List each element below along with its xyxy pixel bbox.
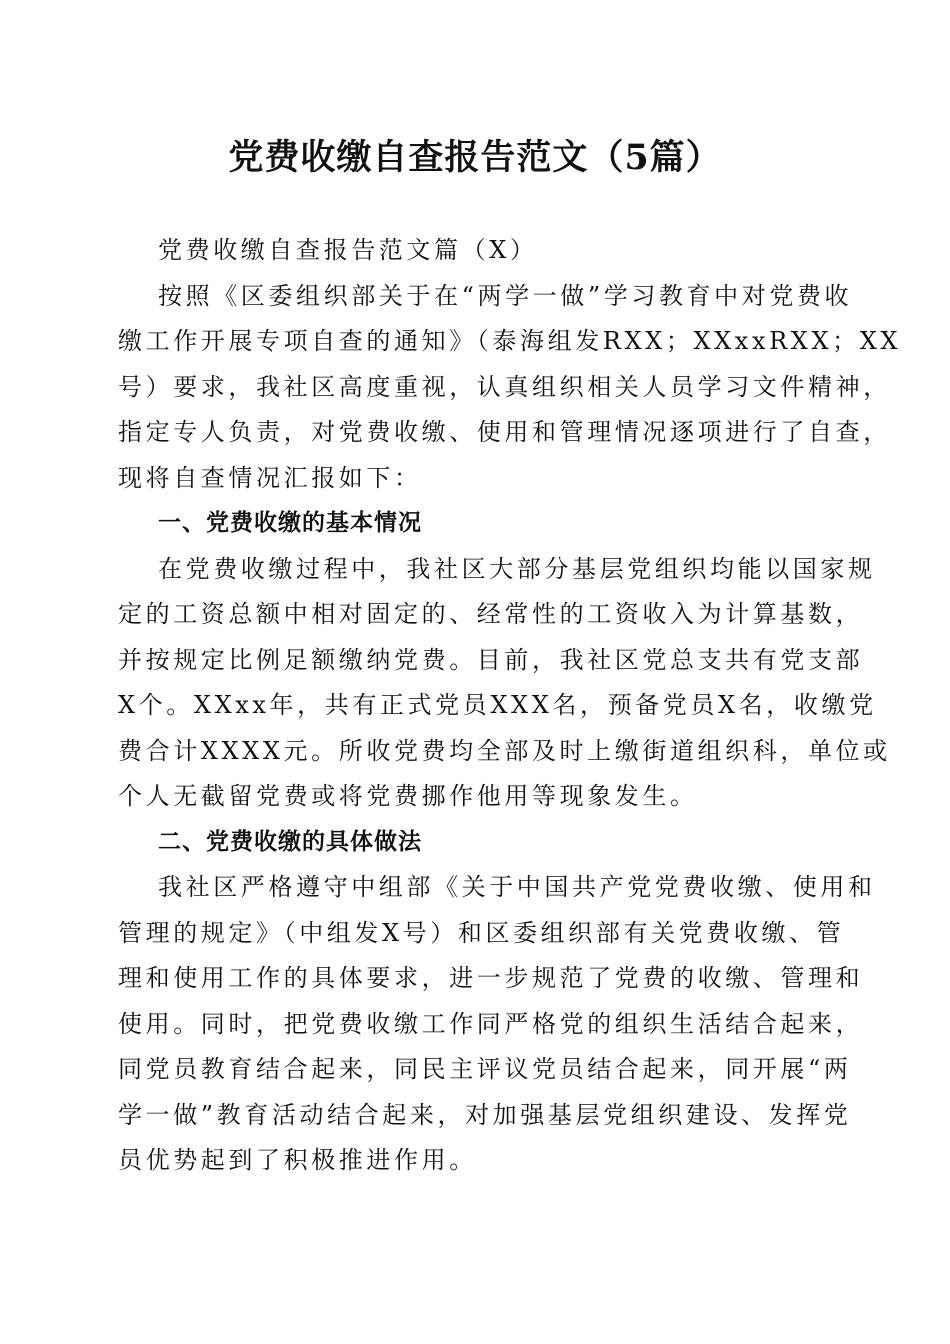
text-line: X个。XXxx年，共有正式党员XXX名，预备党员X名，收缴党 (118, 691, 877, 719)
text-line: 费合计XXXX元。所收党费均全部及时上缴街道组织科，单位或 (118, 736, 891, 765)
text-line: 定的工资总额中相对固定的、经常性的工资收入为计算基数， (118, 600, 864, 628)
text-line: 并按规定比例足额缴纳党费。目前，我社区党总支共有党支部 (118, 645, 864, 674)
document-title: 党费收缴自查报告范文（5篇） (228, 137, 722, 178)
text-line: 个人无截留党费或将党费挪作他用等现象发生。 (118, 782, 698, 810)
text-line: 号）要求，我社区高度重视，认真组织相关人员学习文件精神， (118, 372, 891, 401)
document-body (118, 228, 902, 1184)
text-line: 缴工作开展专项自查的通知》（泰海组发RXX；XXxxRXX；XX (118, 327, 902, 355)
text-line: 同党员教育结合起来，同民主评议党员结合起来，同开展“两 (118, 1055, 852, 1083)
text-line: 管理的规定》（中组发X号）和区委组织部有关党费收缴、管 (118, 918, 845, 947)
text-line: 党费收缴自查报告范文篇（X） (158, 236, 538, 264)
text-line: 使用。同时，把党费收缴工作同严格党的组织生活结合起来， (118, 1009, 864, 1038)
text-line: 在党费收缴过程中，我社区大部分基层党组织均能以国家规 (158, 554, 876, 583)
text-line: 我社区严格遵守中组部《关于中国共产党党费收缴、使用和 (158, 873, 876, 901)
text-line: 理和使用工作的具体要求，进一步规范了党费的收缴、管理和 (118, 964, 864, 992)
text-line: 学一做”教育活动结合起来，对加强基层党组织建设、发挥党 (118, 1100, 852, 1129)
section-heading: 二、党费收缴的具体做法 (158, 828, 422, 855)
text-line: 指定专人负责，对党费收缴、使用和管理情况逐项进行了自查， (118, 418, 891, 446)
text-line: 按照《区委组织部关于在“两学一做”学习教育中对党费收 (158, 281, 853, 310)
text-line: 现将自查情况汇报如下： (118, 463, 422, 492)
text-line: 员优势起到了积极推进作用。 (118, 1146, 477, 1174)
section-heading: 一、党费收缴的基本情况 (158, 510, 422, 536)
